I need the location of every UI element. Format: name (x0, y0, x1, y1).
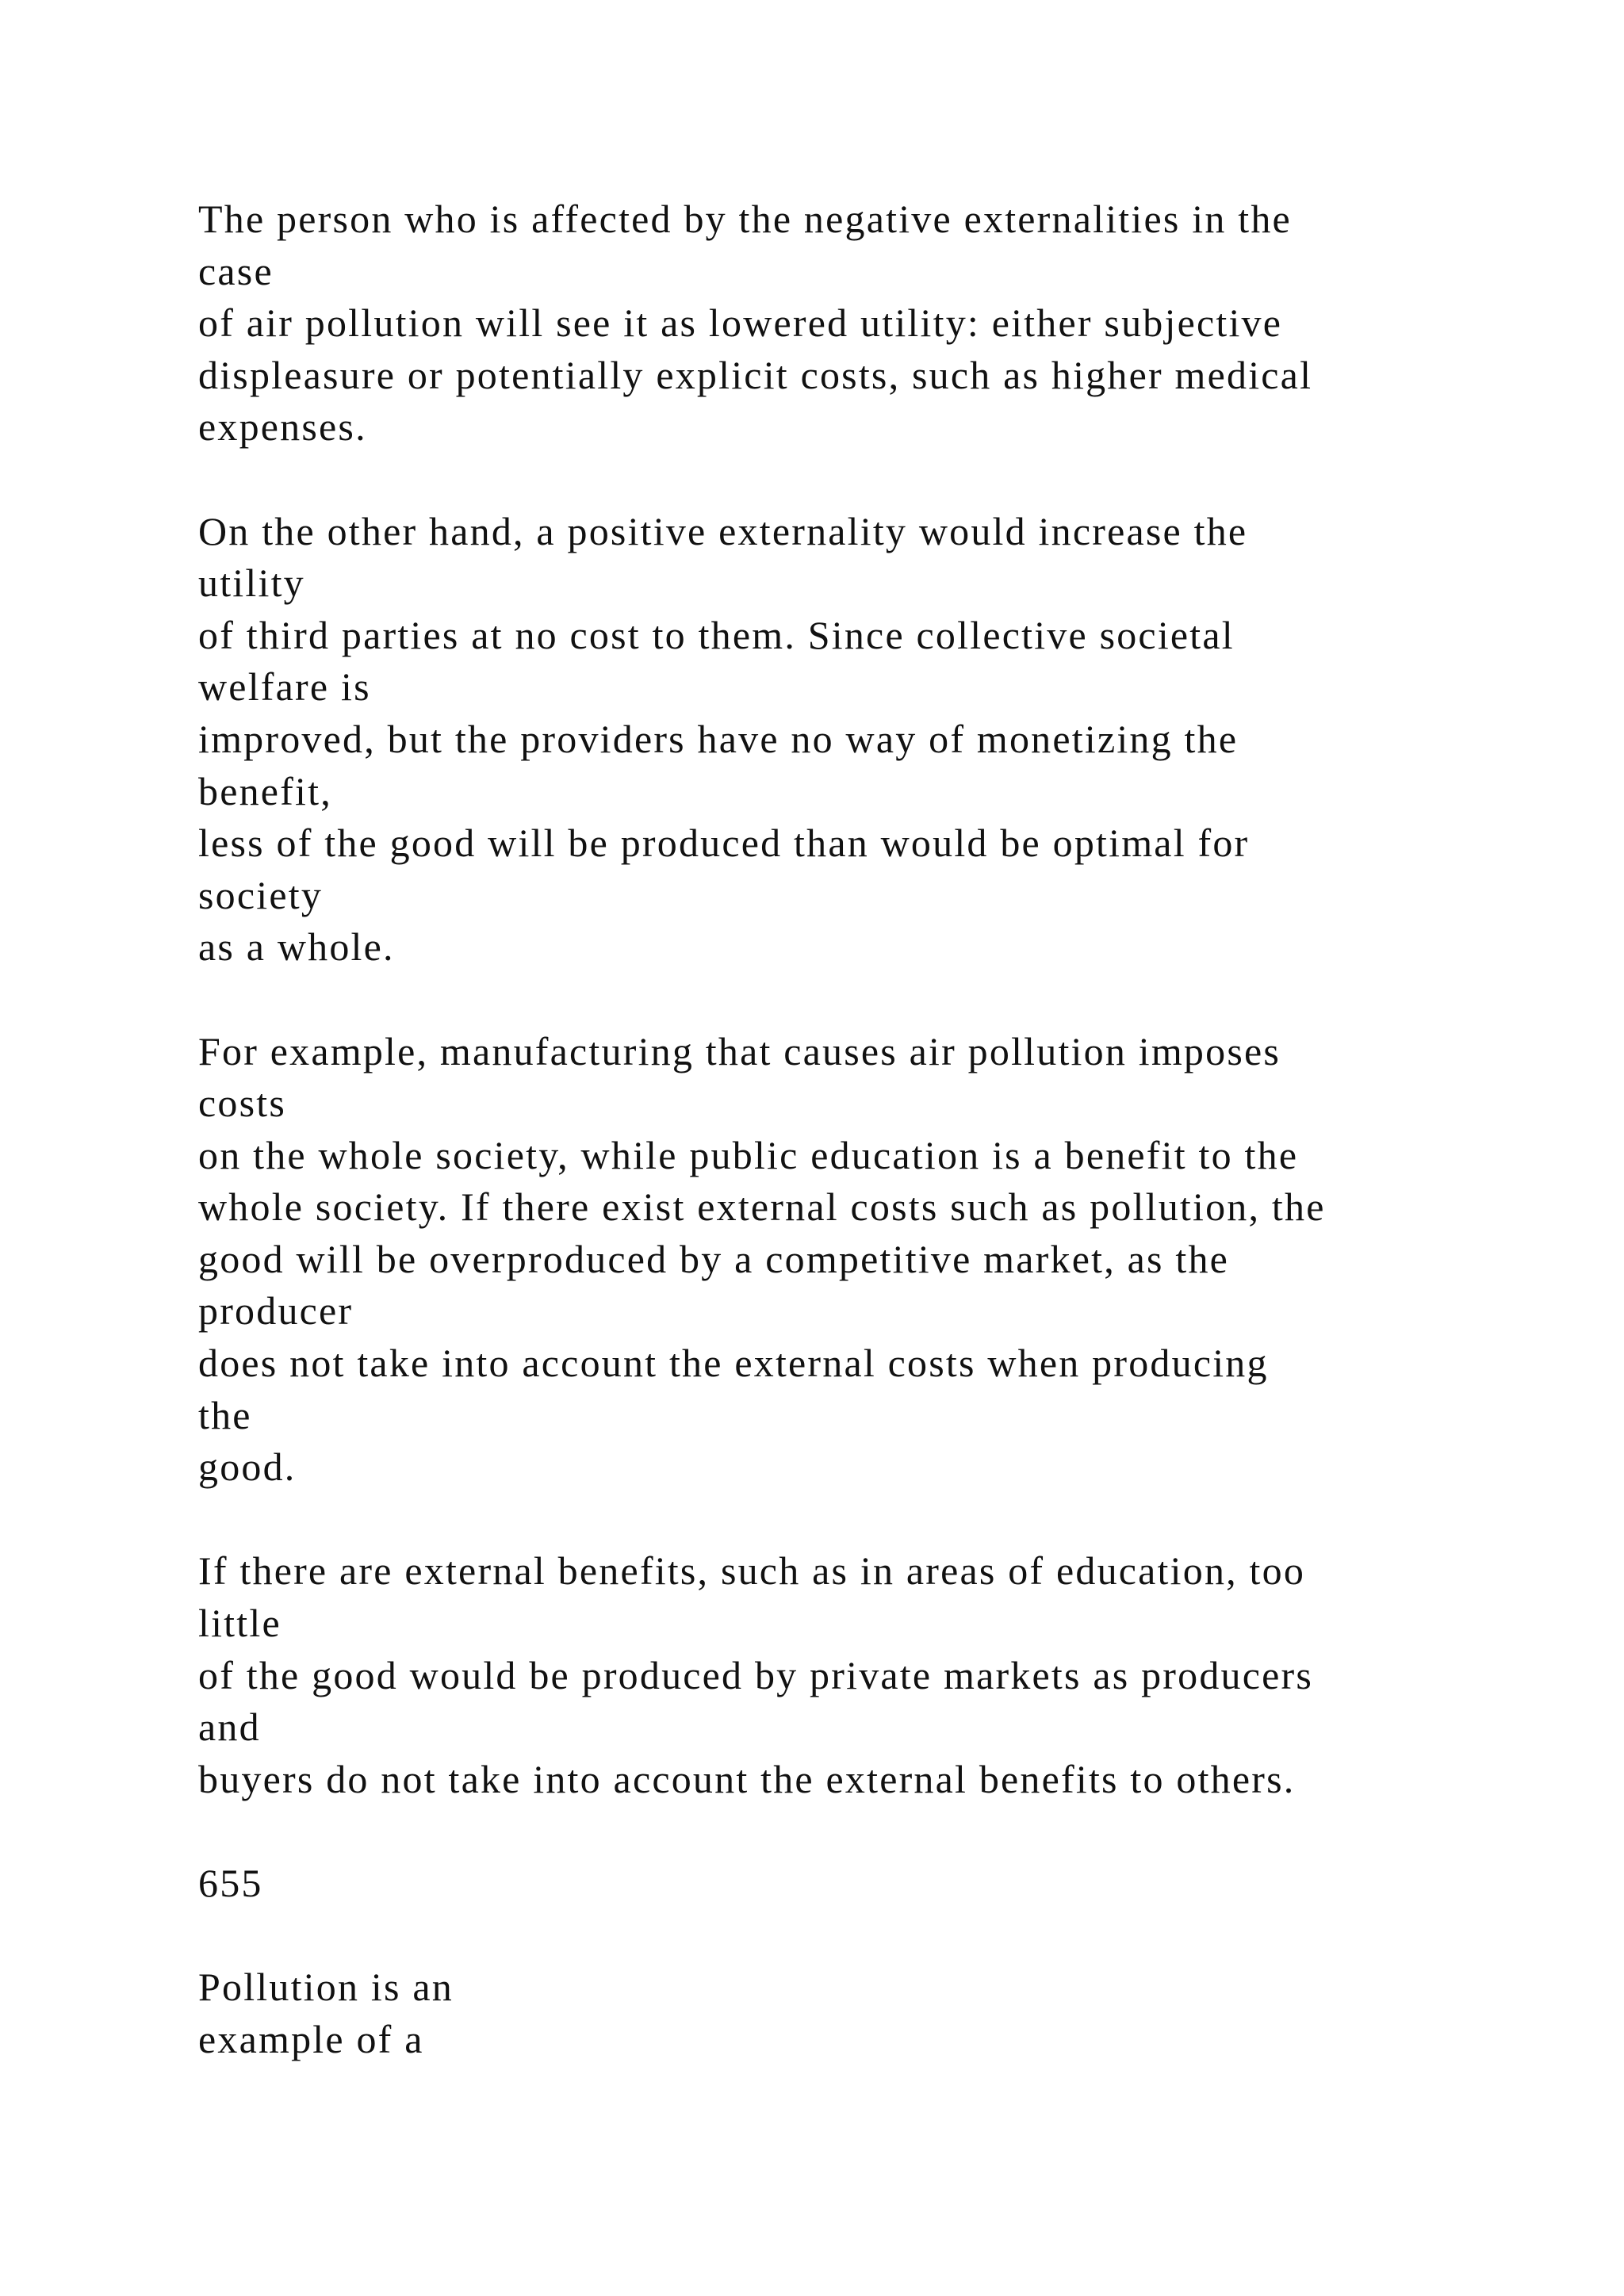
paragraph-external-benefits (198, 1545, 1546, 1805)
text-line: little (198, 1601, 282, 1646)
text-line: society (198, 872, 324, 917)
text-line: whole society. If there exist external costs such as pollution, the (198, 1184, 1326, 1230)
text-line: The person who is affected by the negative externalities in the (198, 197, 1292, 241)
text-line: of the good would be produced by private markets as producers (198, 1652, 1314, 1697)
text-line: welfare is (198, 664, 371, 710)
text-line: of third parties at no cost to them. Since collective societal (198, 612, 1235, 657)
text-line: does not take into account the external costs when producing (198, 1341, 1269, 1386)
text-line: good will be overproduced by a competitive market, as the (198, 1236, 1230, 1281)
text-line: less of the good will be produced than would be optimal for (198, 821, 1250, 866)
page-number (198, 1858, 1546, 1910)
text-line: the (198, 1392, 252, 1437)
paragraph-spacer (198, 1494, 1546, 1546)
text-line: and (198, 1705, 261, 1750)
text-line: benefit, (198, 768, 332, 813)
text-line: expenses. (198, 404, 367, 450)
paragraph-spacer (198, 1805, 1546, 1858)
text-line: on the whole society, while public education is a benefit to the (198, 1132, 1299, 1177)
text-line: displeasure or potentially explicit costs, such as higher medical (198, 352, 1313, 397)
page-number-text: 655 (198, 1861, 263, 1905)
paragraph-positive-externality (198, 506, 1546, 974)
text-line: good. (198, 1445, 297, 1490)
paragraph-spacer (198, 453, 1546, 506)
paragraph-negative-externality (198, 193, 1546, 453)
text-line: On the other hand, a positive externality would increase the (198, 508, 1248, 553)
text-line: For example, manufacturing that causes air pollution imposes (198, 1028, 1281, 1073)
text-line: buyers do not take into account the external benefits to others. (198, 1756, 1296, 1801)
document-body (198, 193, 1546, 2065)
text-line: If there are external benefits, such as in areas of education, too (198, 1548, 1306, 1594)
text-line: example of a (198, 2016, 424, 2061)
text-line: Pollution is an (198, 1965, 454, 2010)
text-line: as a whole. (198, 924, 395, 970)
paragraph-spacer (198, 974, 1546, 1026)
paragraph-spacer (198, 1910, 1546, 1962)
text-line: case (198, 248, 274, 293)
text-line: improved, but the providers have no way of monetizing the (198, 716, 1239, 761)
text-line: utility (198, 561, 305, 606)
text-line: producer (198, 1288, 354, 1334)
paragraph-sidebar-note (198, 1961, 1546, 2065)
text-line: costs (198, 1081, 286, 1126)
paragraph-example (198, 1026, 1546, 1494)
text-line: of air pollution will see it as lowered utility: either subjective (198, 300, 1283, 346)
